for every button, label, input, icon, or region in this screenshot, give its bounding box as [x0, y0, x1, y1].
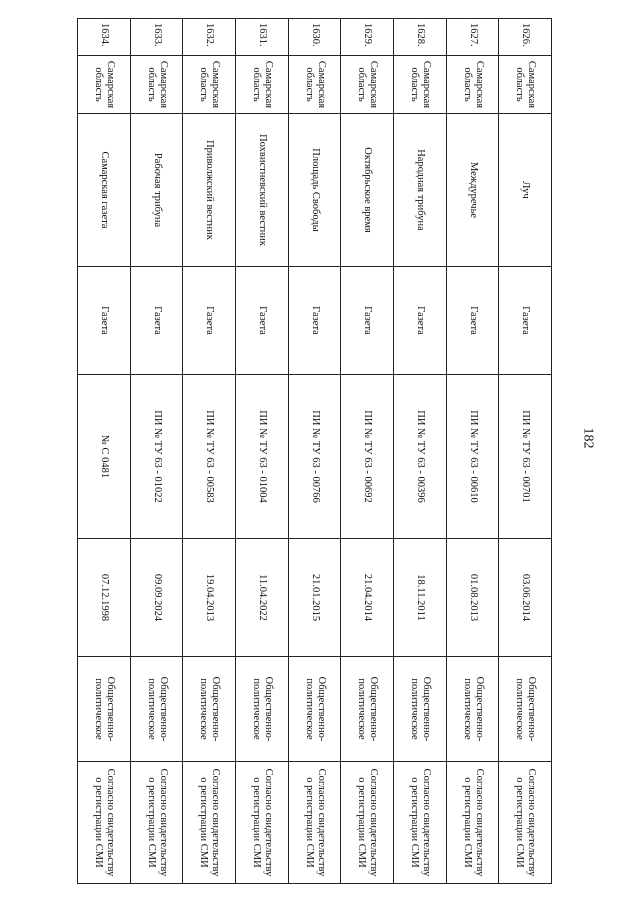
media-name-cell: Народная трибуна [394, 114, 447, 267]
specialization-cell: Общественно-политическое [288, 657, 341, 762]
media-type-cell: Газета [394, 267, 447, 375]
region-cell: Самарская область [288, 56, 341, 114]
media-type-cell: Газета [236, 267, 289, 375]
note-cell: Согласно свидетельству о регистрации СМИ [499, 762, 552, 884]
specialization-cell: Общественно-политическое [499, 657, 552, 762]
row-number: 1633. [130, 19, 183, 56]
registration-date-cell: 21.04.2014 [341, 539, 394, 657]
note-cell: Согласно свидетельству о регистрации СМИ [446, 762, 499, 884]
table-row [183, 19, 236, 884]
registration-number-cell: ПИ № ТУ 63 - 01022 [130, 375, 183, 539]
media-type-cell: Газета [288, 267, 341, 375]
registration-number-cell: ПИ № ТУ 63 - 00701 [499, 375, 552, 539]
note-cell: Согласно свидетельству о регистрации СМИ [288, 762, 341, 884]
media-type-cell: Газета [130, 267, 183, 375]
note-cell: Согласно свидетельству о регистрации СМИ [183, 762, 236, 884]
registration-number-cell: № С 0481 [78, 375, 131, 539]
table-row [499, 19, 552, 884]
note-cell: Согласно свидетельству о регистрации СМИ [236, 762, 289, 884]
media-type-cell: Газета [183, 267, 236, 375]
row-number: 1626. [499, 19, 552, 56]
specialization-cell: Общественно-политическое [183, 657, 236, 762]
registration-date-cell: 01.08.2013 [446, 539, 499, 657]
registration-date-cell: 09.09.2024 [130, 539, 183, 657]
row-number: 1632. [183, 19, 236, 56]
registration-number-cell: ПИ № ТУ 63 - 00396 [394, 375, 447, 539]
row-number: 1627. [446, 19, 499, 56]
media-name-cell: Площадь Свободы [288, 114, 341, 267]
region-cell: Самарская область [130, 56, 183, 114]
table-row [394, 19, 447, 884]
specialization-cell: Общественно-политическое [236, 657, 289, 762]
table-row [236, 19, 289, 884]
specialization-cell: Общественно-политическое [130, 657, 183, 762]
registration-number-cell: ПИ № ТУ 63 - 00583 [183, 375, 236, 539]
media-name-cell: Рабочая трибуна [130, 114, 183, 267]
registration-number-cell: ПИ № ТУ 63 - 00610 [446, 375, 499, 539]
note-cell: Согласно свидетельству о регистрации СМИ [394, 762, 447, 884]
specialization-cell: Общественно-политическое [394, 657, 447, 762]
region-cell: Самарская область [236, 56, 289, 114]
note-cell: Согласно свидетельству о регистрации СМИ [78, 762, 131, 884]
media-name-cell: Октябрьское время [341, 114, 394, 267]
media-name-cell: Похвистневский вестник [236, 114, 289, 267]
registration-number-cell: ПИ № ТУ 63 - 00692 [341, 375, 394, 539]
registration-date-cell: 21.01.2015 [288, 539, 341, 657]
table-row [341, 19, 394, 884]
row-number: 1630. [288, 19, 341, 56]
registration-number-cell: ПИ № ТУ 63 - 00766 [288, 375, 341, 539]
note-cell: Согласно свидетельству о регистрации СМИ [341, 762, 394, 884]
registration-date-cell: 07.12.1998 [78, 539, 131, 657]
table-row [130, 19, 183, 884]
media-name-cell: Междуречье [446, 114, 499, 267]
media-name-cell: Приволжский вестник [183, 114, 236, 267]
row-number: 1634. [78, 19, 131, 56]
region-cell: Самарская область [183, 56, 236, 114]
registration-date-cell: 03.06.2014 [499, 539, 552, 657]
specialization-cell: Общественно-политическое [341, 657, 394, 762]
table-row [288, 19, 341, 884]
media-type-cell: Газета [446, 267, 499, 375]
media-type-cell: Газета [78, 267, 131, 375]
region-cell: Самарская область [78, 56, 131, 114]
page-number: 182 [580, 427, 596, 449]
media-type-cell: Газета [499, 267, 552, 375]
table-row [78, 19, 131, 884]
region-cell: Самарская область [499, 56, 552, 114]
row-number: 1629. [341, 19, 394, 56]
table-row [446, 19, 499, 884]
registry-table-container [77, 18, 552, 883]
region-cell: Самарская область [341, 56, 394, 114]
note-cell: Согласно свидетельству о регистрации СМИ [130, 762, 183, 884]
media-name-cell: Самарская газета [78, 114, 131, 267]
row-number: 1631. [236, 19, 289, 56]
media-type-cell: Газета [341, 267, 394, 375]
specialization-cell: Общественно-политическое [446, 657, 499, 762]
media-registry-table [77, 18, 552, 884]
registration-number-cell: ПИ № ТУ 63 - 01004 [236, 375, 289, 539]
media-name-cell: Луч [499, 114, 552, 267]
region-cell: Самарская область [394, 56, 447, 114]
registration-date-cell: 18.11.2011 [394, 539, 447, 657]
registration-date-cell: 11.04.2022 [236, 539, 289, 657]
registration-date-cell: 19.04.2013 [183, 539, 236, 657]
specialization-cell: Общественно-политическое [78, 657, 131, 762]
row-number: 1628. [394, 19, 447, 56]
region-cell: Самарская область [446, 56, 499, 114]
